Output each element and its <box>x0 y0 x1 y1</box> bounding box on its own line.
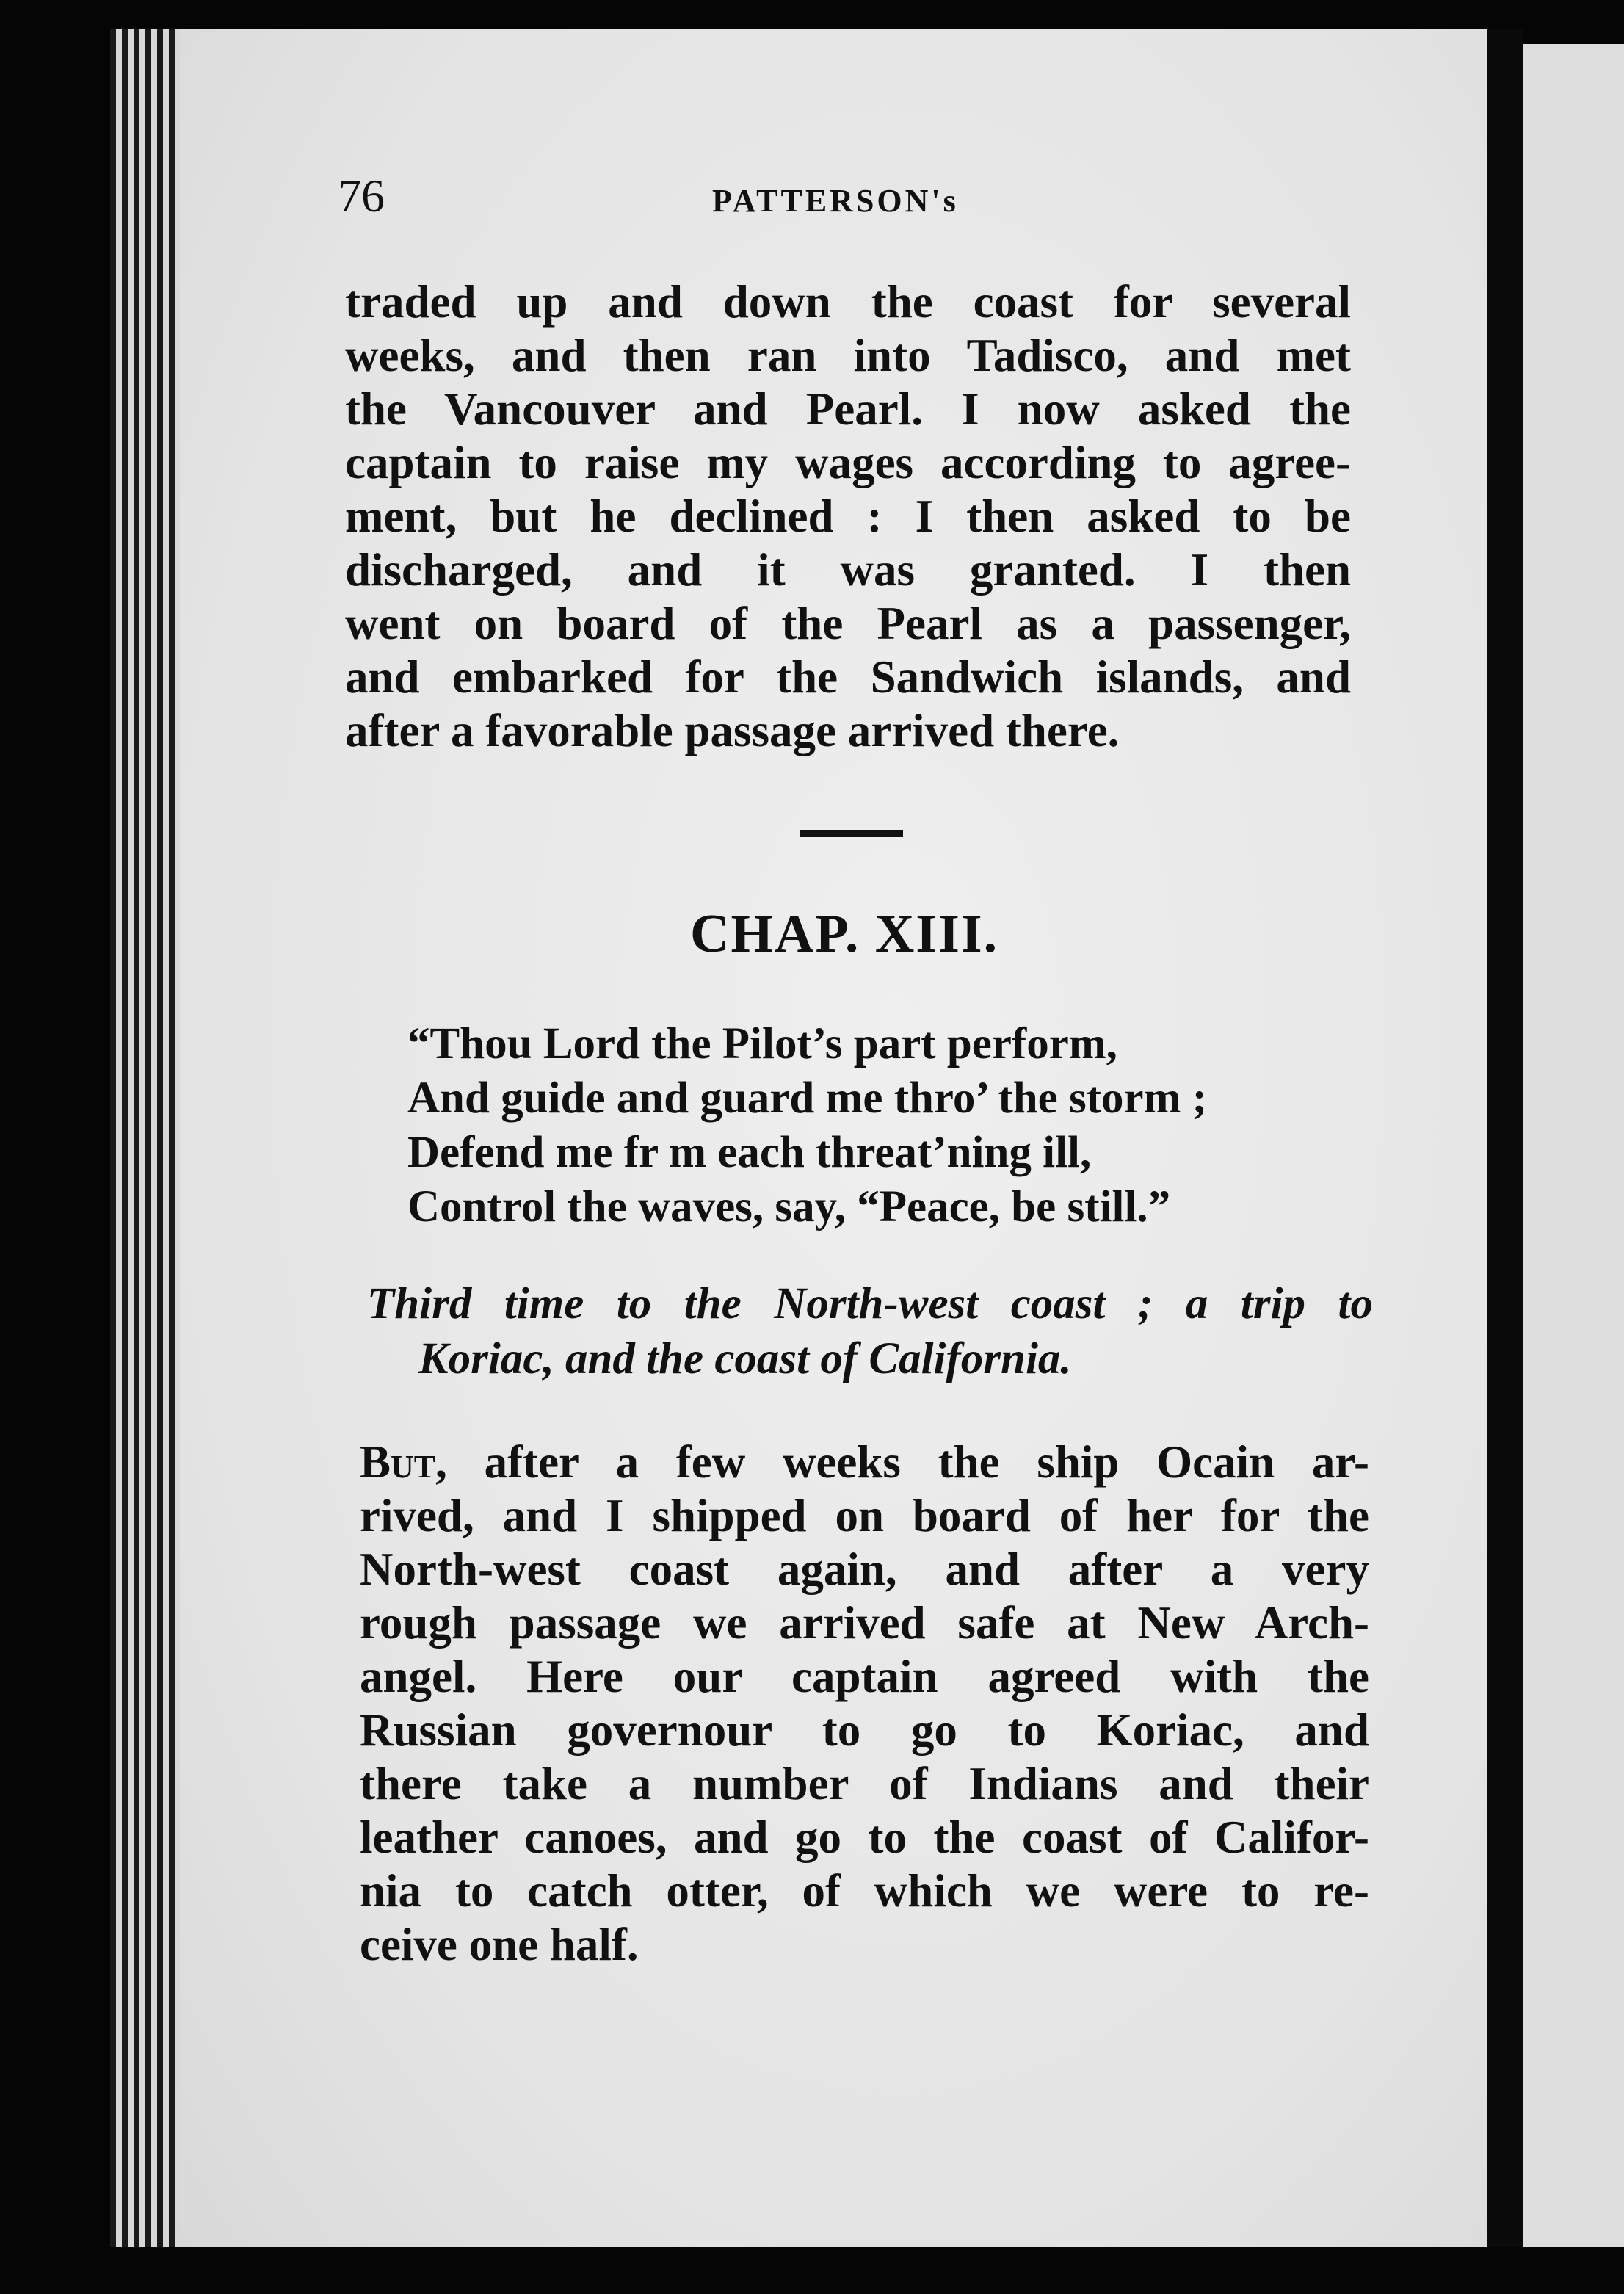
next-page-sliver <box>1523 44 1624 2247</box>
paragraph-line: after a favorable passage arrived there. <box>345 705 1120 756</box>
paragraph-first-word: But, <box>360 1436 447 1488</box>
section-divider-rule <box>800 830 903 837</box>
running-head: PATTERSON's <box>712 183 959 219</box>
paragraph-line: weeks, and then ran into Tadisco, and met <box>345 330 1351 381</box>
paragraph-line-text: after a few weeks the ship Ocain ar- <box>446 1436 1369 1488</box>
summary-line: Third time to the North-west coast ; a trip to <box>367 1279 1373 1328</box>
book-binding-edge <box>110 29 184 2247</box>
verse-line: “Thou Lord the Pilot’s part perform, <box>407 1019 1117 1068</box>
verse-line: And guide and guard me thro’ the storm ; <box>407 1074 1208 1123</box>
verse-line: Control the waves, say, “Peace, be still.” <box>407 1182 1171 1231</box>
paragraph-line: captain to raise my wages according to agree- <box>345 437 1351 488</box>
paragraph-line: there take a number of Indians and their <box>360 1758 1369 1809</box>
paragraph-line: and embarked for the Sandwich islands, and <box>345 651 1351 703</box>
paragraph-1 <box>345 275 1351 758</box>
paragraph-line: Russian governour to go to Koriac, and <box>360 1704 1369 1756</box>
paragraph-line: North-west coast again, and after a very <box>360 1544 1369 1595</box>
summary-line: Koriac, and the coast of California. <box>418 1334 1072 1383</box>
paragraph-line: ment, but he declined : I then asked to be <box>345 491 1351 542</box>
epigraph-verse <box>407 1017 1355 1234</box>
paragraph-line: the Vancouver and Pearl. I now asked the <box>345 383 1351 435</box>
paragraph-line: angel. Here our captain agreed with the <box>360 1651 1369 1702</box>
chapter-summary <box>367 1276 1373 1386</box>
paragraph-line: traded up and down the coast for several <box>345 276 1351 328</box>
paragraph-line: rived, and I shipped on board of her for the <box>360 1490 1369 1541</box>
paragraph-line: went on board of the Pearl as a passenger, <box>345 598 1351 649</box>
page-gutter <box>1487 29 1523 2247</box>
paragraph-line: nia to catch otter, of which we were to re- <box>360 1865 1369 1917</box>
page-number: 76 <box>338 170 385 222</box>
paragraph-line: discharged, and it was granted. I then <box>345 544 1351 596</box>
chapter-title: CHAP. XIII. <box>690 904 999 964</box>
paragraph-line: ceive one half. <box>360 1919 639 1970</box>
paragraph-line: rough passage we arrived safe at New Arch- <box>360 1597 1369 1649</box>
verse-line: Defend me fr m each threat’ning ill, <box>407 1128 1092 1177</box>
paragraph-line <box>360 1436 1369 1489</box>
paragraph-line: leather canoes, and go to the coast of Califor- <box>360 1812 1369 1863</box>
paragraph-2 <box>360 1436 1369 1972</box>
